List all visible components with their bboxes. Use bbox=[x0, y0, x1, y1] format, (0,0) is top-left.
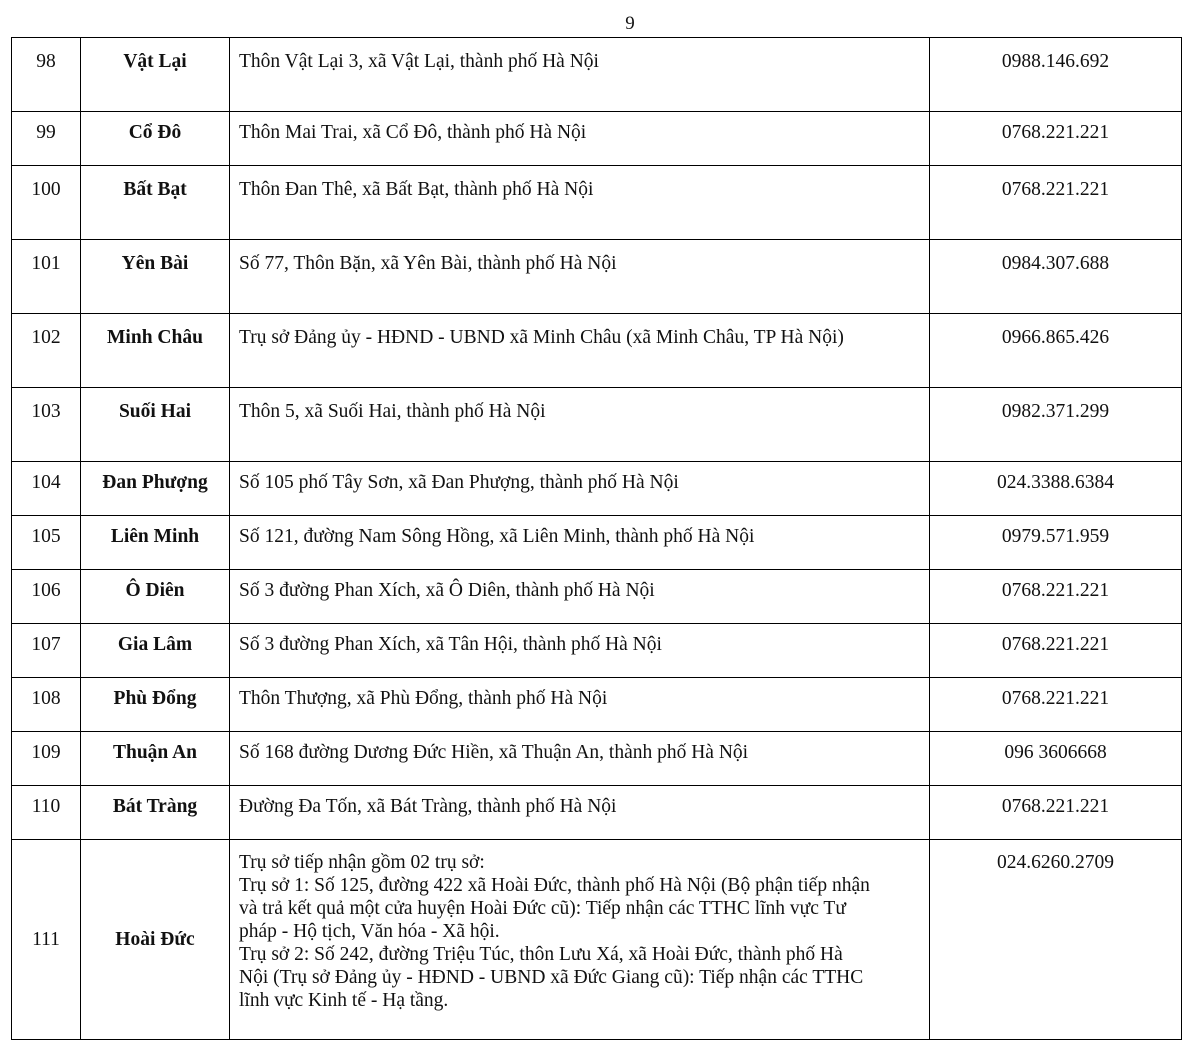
address-line: và trả kết quả một cửa huyện Hoài Đức cũ): Tiếp nhận các TTHC lĩnh vực Tư bbox=[239, 898, 846, 919]
row-number: 109 bbox=[12, 732, 81, 786]
office-address: Số 168 đường Dương Đức Hiền, xã Thuận An, thành phố Hà Nội bbox=[230, 732, 930, 786]
phone-number: 0982.371.299 bbox=[930, 388, 1182, 462]
office-address: Thôn Vật Lại 3, xã Vật Lại, thành phố Hà Nội bbox=[230, 38, 930, 112]
table-row bbox=[12, 314, 1182, 388]
commune-office-table bbox=[11, 37, 1182, 1040]
row-number: 101 bbox=[12, 240, 81, 314]
office-address: Trụ sở Đảng ủy - HĐND - UBND xã Minh Châu (xã Minh Châu, TP Hà Nội) bbox=[230, 314, 930, 388]
table-row bbox=[12, 462, 1182, 516]
address-line: Nội (Trụ sở Đảng ủy - HĐND - UBND xã Đức Giang cũ): Tiếp nhận các TTHC bbox=[239, 967, 864, 988]
office-address: Số 3 đường Phan Xích, xã Tân Hội, thành phố Hà Nội bbox=[230, 624, 930, 678]
phone-number: 0768.221.221 bbox=[930, 624, 1182, 678]
commune-name: Phù Đổng bbox=[81, 678, 230, 732]
row-number: 102 bbox=[12, 314, 81, 388]
commune-name: Yên Bài bbox=[81, 240, 230, 314]
row-number: 98 bbox=[12, 38, 81, 112]
table-row bbox=[12, 678, 1182, 732]
commune-name: Suối Hai bbox=[81, 388, 230, 462]
table-row bbox=[12, 388, 1182, 462]
table-row bbox=[12, 624, 1182, 678]
address-line: lĩnh vực Kinh tế - Hạ tầng. bbox=[239, 990, 449, 1011]
office-address: Số 121, đường Nam Sông Hồng, xã Liên Minh, thành phố Hà Nội bbox=[230, 516, 930, 570]
table-row bbox=[12, 786, 1182, 840]
office-address: Số 105 phố Tây Sơn, xã Đan Phượng, thành phố Hà Nội bbox=[230, 462, 930, 516]
phone-number: 0988.146.692 bbox=[930, 38, 1182, 112]
page-number: 9 bbox=[625, 13, 635, 34]
phone-number: 0768.221.221 bbox=[930, 678, 1182, 732]
commune-name: Liên Minh bbox=[81, 516, 230, 570]
table-row bbox=[12, 240, 1182, 314]
row-number: 105 bbox=[12, 516, 81, 570]
row-number: 103 bbox=[12, 388, 81, 462]
table-row bbox=[12, 732, 1182, 786]
office-address: Thôn Đan Thê, xã Bất Bạt, thành phố Hà Nội bbox=[230, 166, 930, 240]
table-row bbox=[12, 38, 1182, 112]
office-address bbox=[230, 840, 930, 1040]
commune-name: Bát Tràng bbox=[81, 786, 230, 840]
commune-name: Đan Phượng bbox=[81, 462, 230, 516]
row-number: 110 bbox=[12, 786, 81, 840]
office-address: Thôn 5, xã Suối Hai, thành phố Hà Nội bbox=[230, 388, 930, 462]
phone-number: 0984.307.688 bbox=[930, 240, 1182, 314]
table-row bbox=[12, 570, 1182, 624]
row-number: 106 bbox=[12, 570, 81, 624]
phone-number: 0768.221.221 bbox=[930, 786, 1182, 840]
office-address: Số 3 đường Phan Xích, xã Ô Diên, thành phố Hà Nội bbox=[230, 570, 930, 624]
commune-name: Cổ Đô bbox=[81, 112, 230, 166]
commune-name: Ô Diên bbox=[81, 570, 230, 624]
phone-number: 0966.865.426 bbox=[930, 314, 1182, 388]
commune-name: Gia Lâm bbox=[81, 624, 230, 678]
row-number: 99 bbox=[12, 112, 81, 166]
office-address: Số 77, Thôn Bặn, xã Yên Bài, thành phố Hà Nội bbox=[230, 240, 930, 314]
table-row bbox=[12, 840, 1182, 1040]
phone-number: 0768.221.221 bbox=[930, 112, 1182, 166]
commune-name: Vật Lại bbox=[81, 38, 230, 112]
address-line: Trụ sở 2: Số 242, đường Triệu Túc, thôn Lưu Xá, xã Hoài Đức, thành phố Hà bbox=[239, 944, 843, 965]
phone-number: 024.6260.2709 bbox=[930, 840, 1182, 1040]
phone-number: 024.3388.6384 bbox=[930, 462, 1182, 516]
office-address: Thôn Thượng, xã Phù Đổng, thành phố Hà Nội bbox=[230, 678, 930, 732]
commune-name: Bất Bạt bbox=[81, 166, 230, 240]
phone-number: 096 3606668 bbox=[930, 732, 1182, 786]
office-address: Đường Đa Tốn, xã Bát Tràng, thành phố Hà Nội bbox=[230, 786, 930, 840]
row-number: 111 bbox=[12, 840, 81, 1040]
phone-number: 0768.221.221 bbox=[930, 570, 1182, 624]
row-number: 104 bbox=[12, 462, 81, 516]
row-number: 100 bbox=[12, 166, 81, 240]
address-line: Trụ sở tiếp nhận gồm 02 trụ sở: bbox=[239, 852, 485, 873]
office-address: Thôn Mai Trai, xã Cổ Đô, thành phố Hà Nội bbox=[230, 112, 930, 166]
address-line: Trụ sở 1: Số 125, đường 422 xã Hoài Đức, thành phố Hà Nội (Bộ phận tiếp nhận bbox=[239, 875, 870, 896]
commune-name: Minh Châu bbox=[81, 314, 230, 388]
commune-name: Hoài Đức bbox=[81, 840, 230, 1040]
address-line: pháp - Hộ tịch, Văn hóa - Xã hội. bbox=[239, 921, 500, 942]
commune-name: Thuận An bbox=[81, 732, 230, 786]
row-number: 108 bbox=[12, 678, 81, 732]
row-number: 107 bbox=[12, 624, 81, 678]
phone-number: 0768.221.221 bbox=[930, 166, 1182, 240]
table-row bbox=[12, 516, 1182, 570]
table-row bbox=[12, 112, 1182, 166]
table-row bbox=[12, 166, 1182, 240]
phone-number: 0979.571.959 bbox=[930, 516, 1182, 570]
